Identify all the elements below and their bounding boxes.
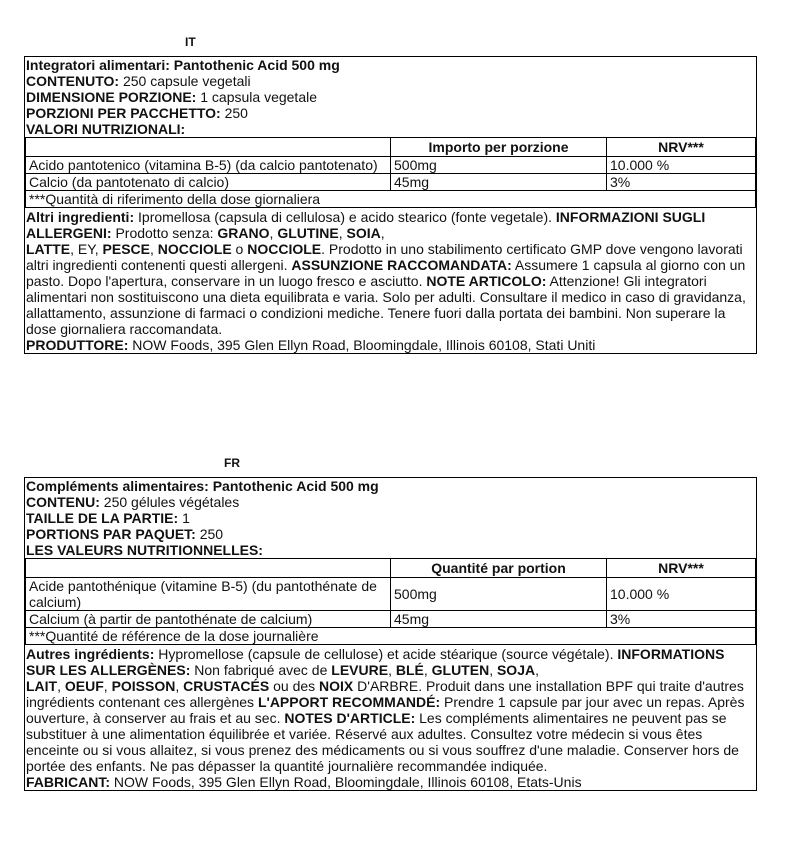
nutrient-nrv: 10.000 % xyxy=(607,157,756,174)
serving-size-line: DIMENSIONE PORZIONE: 1 capsula vegetale xyxy=(26,89,317,105)
nutrient-name: Acide pantothénique (vitamine B-5) (du pantothénate de calcium) xyxy=(26,578,391,611)
label-section-it xyxy=(24,56,757,354)
table-row xyxy=(26,578,756,611)
nutrient-nrv: 3% xyxy=(607,611,756,628)
header-nrv-cell: NRV*** xyxy=(607,138,756,157)
footnote-row xyxy=(26,628,756,645)
label-section-fr xyxy=(24,477,757,791)
nutrient-amount: 45mg xyxy=(391,611,607,628)
header-amount-cell: Quantité par portion xyxy=(391,559,607,578)
nutrient-name: Calcium (à partir de pantothénate de calcium) xyxy=(26,611,391,628)
table-row xyxy=(26,611,756,628)
language-heading-fr: FR xyxy=(224,456,240,470)
nutrient-nrv: 10.000 % xyxy=(607,578,756,611)
nutrient-amount: 500mg xyxy=(391,157,607,174)
serving-size-line: TAILLE DE LA PARTIE: 1 xyxy=(26,510,190,526)
ingredients-paragraph: Autres ingrédients: Hypromellose (capsule de cellulose) et acide stéarique (source végétale). INFORMATIONS SUR LES ALLERGÈNES: Non fabriqué avec de LEVURE, BLÉ, GLUTEN, SOJA, LAIT, OEUF, POISSON, CRUSTACÉS ou des NOIX D'ARBRE. Produit dans une installation BPF qui traite d'autres ingrédients contenant ces allergènes L'APPORT RECOMMANDÉ: Prendre 1 capsule par jour avec un repas. Après ouverture, à conserver au frais et au sec. NOTES D'ARTICLE: Les compléments alimentaires ne peuvent pas se substituer à une alimentation équilibrée et variée. Réservé aux adultes. Consultez votre médecin si vous êtes enceinte ou si vous allaitez, si vous prenez des médicaments ou si vous souffrez d'une maladie. Conserver hors de portée des enfants. Ne pas dépasser la quantité journalière recommandée indiquée. FABRICANT: NOW Foods, 395 Glen Ellyn Road, Bloomingdale, Illinois 60108, Etats-Unis xyxy=(25,645,756,791)
header-name-cell xyxy=(26,559,391,578)
nutrient-amount: 45mg xyxy=(391,174,607,191)
nutrient-name: Acido pantotenico (vitamina B-5) (da calcio pantotenato) xyxy=(26,157,391,174)
header-nrv-cell: NRV*** xyxy=(607,559,756,578)
contents-line: CONTENUTO: 250 capsule vegetali xyxy=(26,73,251,89)
nutrition-heading: LES VALEURS NUTRITIONNELLES: xyxy=(26,542,263,558)
table-row xyxy=(26,157,756,174)
ingredients-paragraph: Altri ingredienti: Ipromellosa (capsula di cellulosa) e acido stearico (fonte vegetale). INFORMAZIONI SUGLI ALLERGENI: Prodotto senza: GRANO, GLUTINE, SOIA, LATTE, EY, PESCE, NOCCIOLE o NOCCIOLE. Prodotto in uno stabilimento certificato GMP dove vengono lavorati altri ingredienti contenenti questi allergeni. ASSUNZIONE RACCOMANDATA: Assumere 1 capsula al giorno con un pasto. Dopo l'apertura, conservare in un luogo fresco e asciutto. NOTE ARTICOLO: Attenzione! Gli integratori alimentari non sostituiscono una dieta equilibrata e varia. Solo per adulti. Consultare il medico in caso di gravidanza, allattamento, assunzione di farmaci o condizioni mediche. Tenere fuori dalla portata dei bambini. Non superare la dose giornaliera raccomandata. PRODUTTORE: NOW Foods, 395 Glen Ellyn Road, Bloomingdale, Illinois 60108, Stati Uniti xyxy=(25,208,756,354)
product-title: Integratori alimentari: Pantothenic Acid 500 mg xyxy=(25,56,756,73)
nutrition-table xyxy=(25,558,756,645)
servings-per-pack-line: PORZIONI PER PACCHETTO: 250 xyxy=(26,105,248,121)
table-row xyxy=(26,174,756,191)
nutrient-nrv: 3% xyxy=(607,174,756,191)
footnote-row xyxy=(26,191,756,208)
nutrient-name: Calcio (da pantotenato di calcio) xyxy=(26,174,391,191)
table-header-row xyxy=(26,138,756,157)
product-title: Compléments alimentaires: Pantothenic Acid 500 mg xyxy=(25,477,756,494)
reference-footnote: ***Quantité de référence de la dose journalière xyxy=(26,628,756,645)
language-heading-it: IT xyxy=(185,35,196,49)
nutrition-table xyxy=(25,137,756,208)
contents-line: CONTENU: 250 gélules végétales xyxy=(26,494,240,510)
header-amount-cell: Importo per porzione xyxy=(391,138,607,157)
table-header-row xyxy=(26,559,756,578)
reference-footnote: ***Quantità di riferimento della dose giornaliera xyxy=(26,191,756,208)
nutrient-amount: 500mg xyxy=(391,578,607,611)
servings-per-pack-line: PORTIONS PAR PAQUET: 250 xyxy=(26,526,224,542)
header-name-cell xyxy=(26,138,391,157)
nutrition-heading: VALORI NUTRIZIONALI: xyxy=(26,121,186,137)
